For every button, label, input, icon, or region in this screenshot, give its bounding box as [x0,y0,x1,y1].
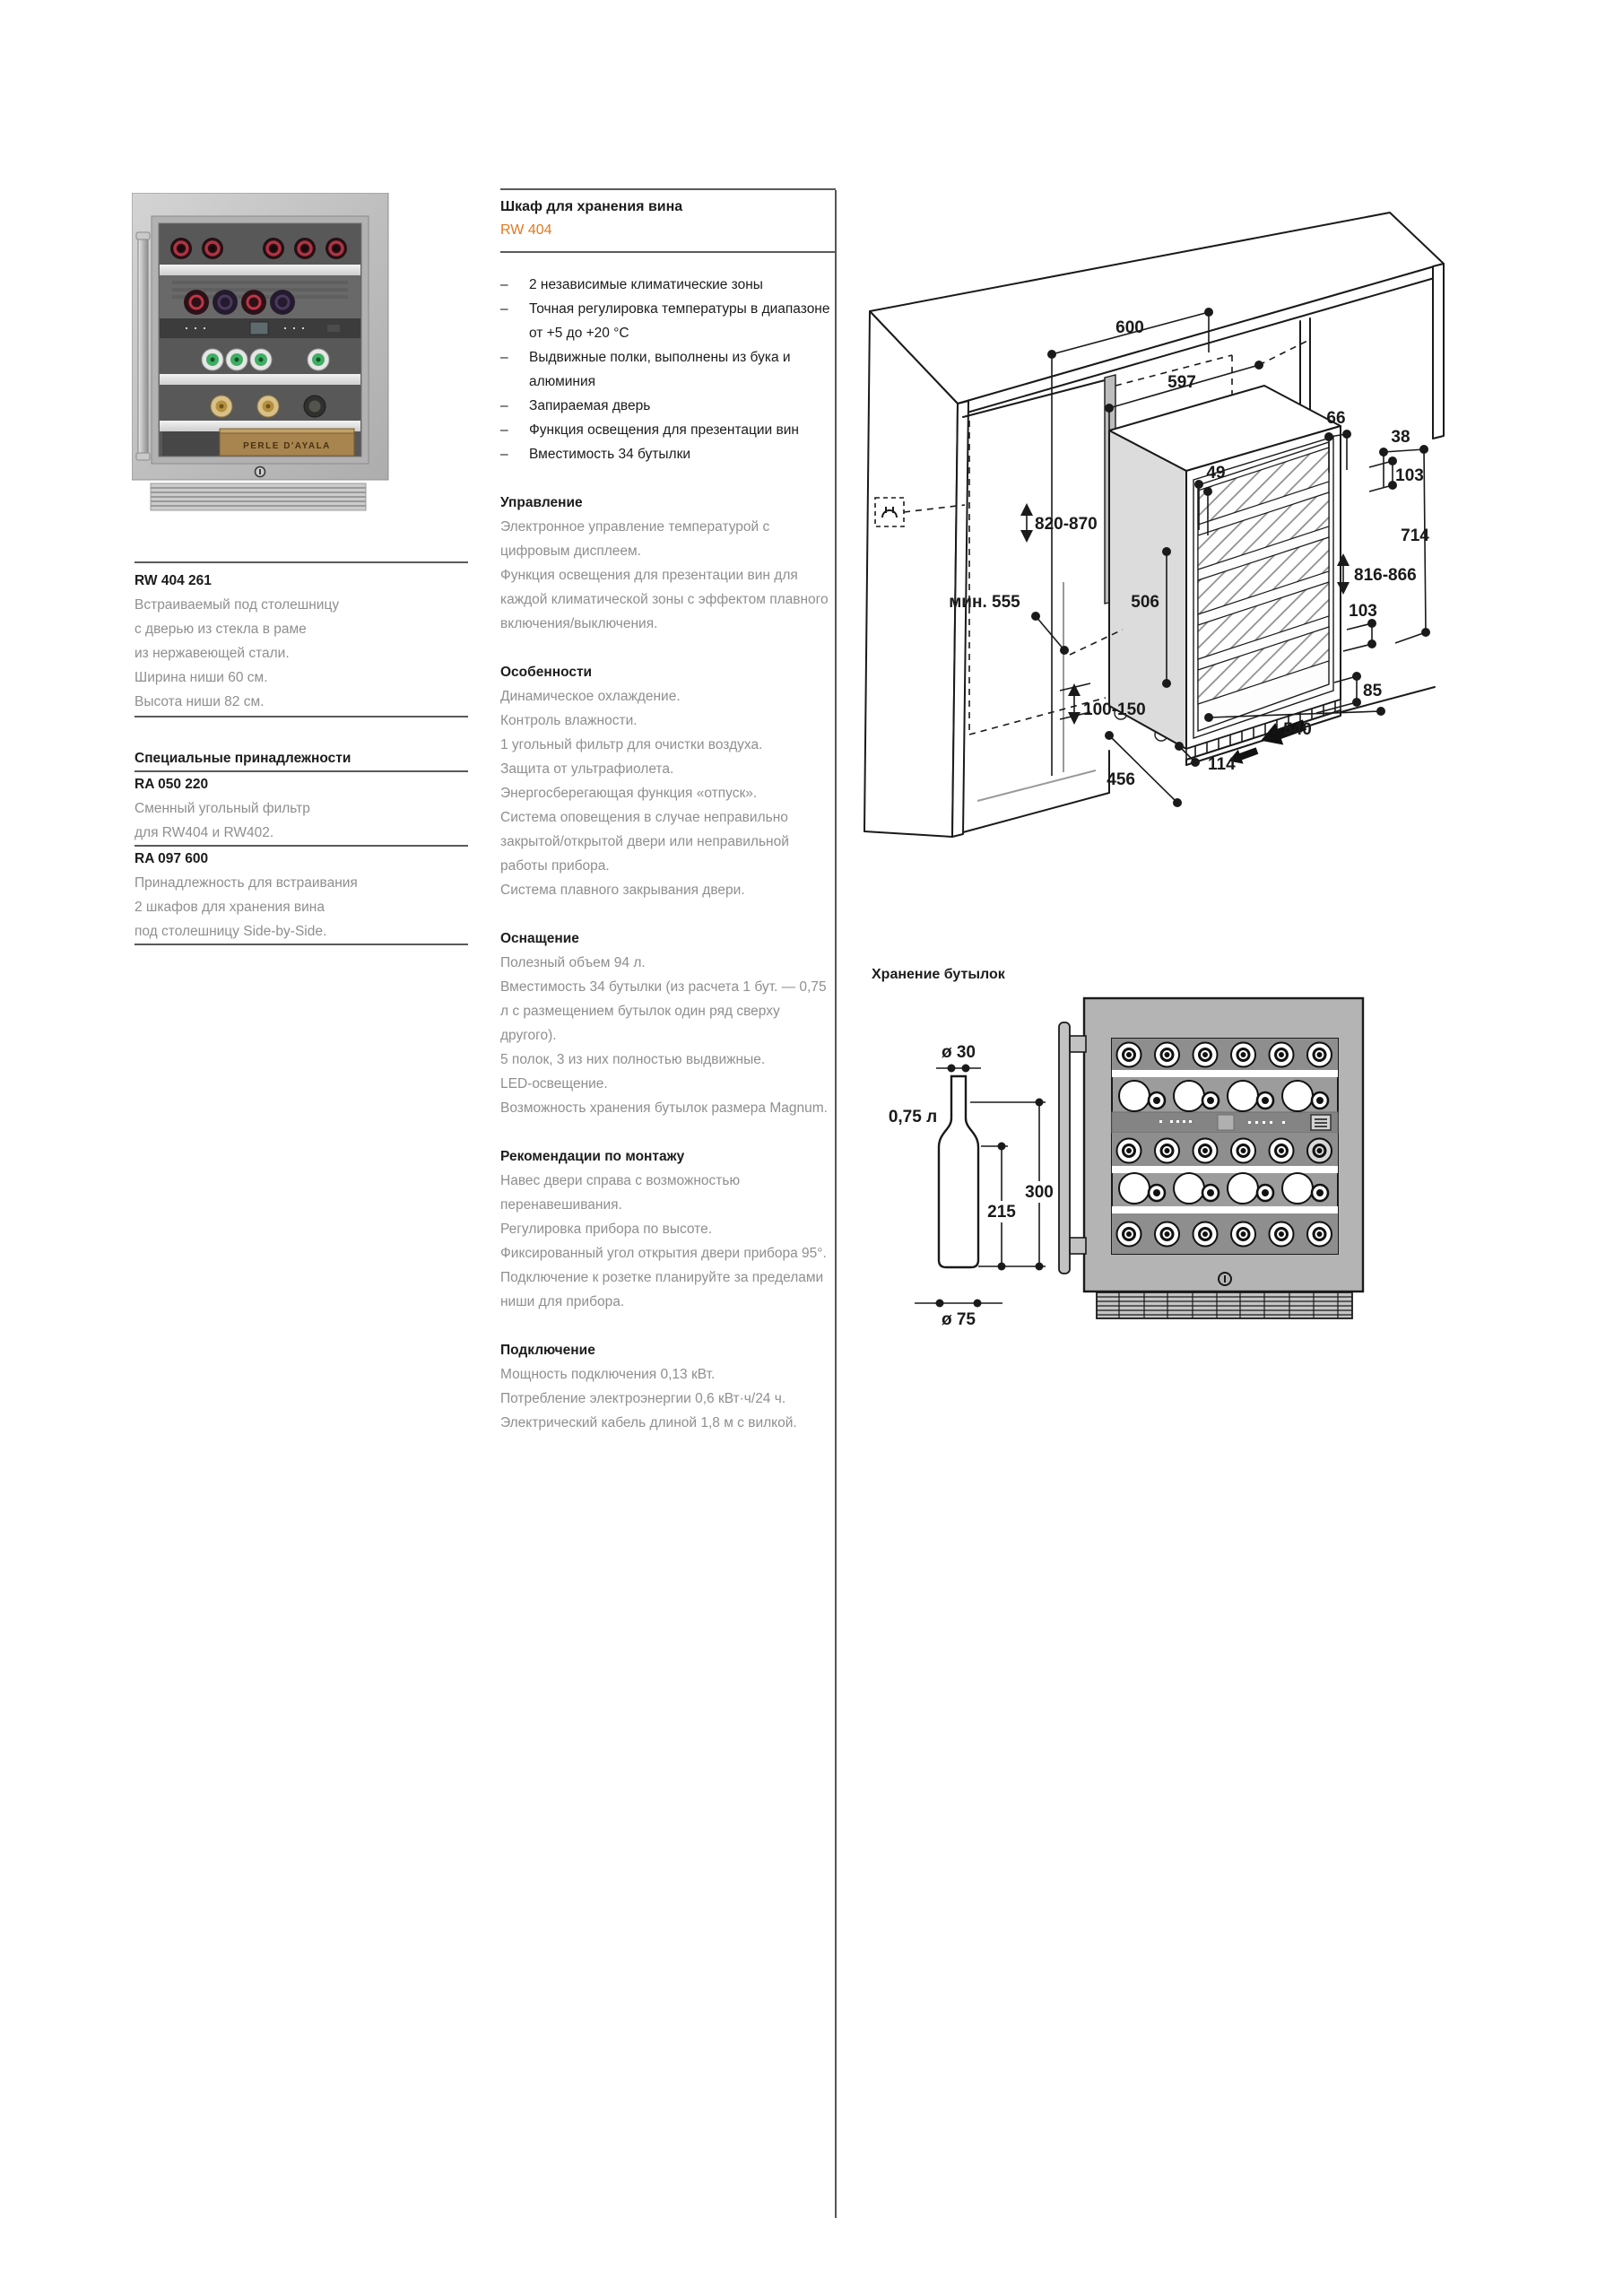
section-line: Электронное управление температурой с цифровым дисплеем. [500,519,770,559]
section-line: Полезный объем 94 л. [500,955,646,970]
dim-bottom-clearance: 103 [1349,602,1377,621]
feature-text: Запираемая дверь [529,398,651,413]
section-equipment [500,926,836,1120]
bottle-row-gold [211,396,325,417]
section-line: Возможность хранения бутылок размера Magnum. [500,1100,828,1116]
section-heading: Управление [500,495,583,510]
product-description-line: Ширина ниши 60 см. [135,670,268,685]
dim-niche-height [1020,503,1098,543]
menu-icon [1311,1115,1331,1130]
bullet-dash: – [500,422,508,438]
section-line: Система оповещения в случае неправильно закрытой/открытой двери или неправильной работы прибора. [500,810,789,874]
section-line: Регулировка прибора по высоте. [500,1222,713,1237]
bottle-diagram [889,1043,1054,1329]
cabinet-interior [160,224,360,456]
dim-base-diameter: ø 75 [941,1310,976,1329]
dim-gap-back: 38 [1391,428,1410,447]
product-description-line: Встраиваемый под столешницу [135,597,340,613]
accessory-description-line: 2 шкафов для хранения вина [135,900,325,915]
section-line: Мощность подключения 0,13 кВт. [500,1367,716,1382]
section-line: Энергосберегающая функция «отпуск». [500,786,758,801]
shelf [160,265,360,275]
svg-text:816-866: 816-866 [1354,566,1417,585]
section-heading: Рекомендации по монтажу [500,1149,685,1164]
product-description-line: Высота ниши 82 см. [135,694,265,709]
feature-item [500,394,836,418]
column-divider [835,190,837,2218]
dim-volume: 0,75 л [888,1108,938,1126]
feature-text: Точная регулировка температуры в диапазоне от +5 до +20 °C [529,301,830,341]
dim-unit-height [1337,553,1417,595]
dim-foot-85: 85 [1363,682,1383,700]
dim-depth-456: 456 [1107,770,1135,789]
bullet-dash: – [500,277,508,292]
wine-box-label: PERLE D'AYALA [243,441,331,451]
section-line: Защита от ультрафиолета. [500,761,674,777]
section-line: Навес двери справа с возможностью перенавешивания. [500,1173,741,1213]
accessory-description-line: для RW404 и RW402. [135,825,274,840]
wine-cabinet-photo [132,193,392,516]
section-line: Потребление электроэнергии 0,6 кВт·ч/24 ч. [500,1391,786,1406]
lock-icon [256,467,265,477]
section-installation [500,1144,836,1314]
section-line: Вместимость 34 бутылки (из расчета 1 бут. — 0,75 л с размещением бутылок один ряд сверху другого). [500,979,827,1043]
dim-depth-114: 114 [1208,755,1236,774]
bullet-dash: – [500,350,508,365]
product-code: RW 404 261 [135,573,212,588]
dim-gap-49: 49 [1206,464,1226,483]
dim-neck-diameter: ø 30 [941,1043,976,1062]
divider-rule [135,944,468,945]
section-line: Фиксированный угол открытия двери прибора 95°. [500,1246,827,1261]
feature-item [500,273,836,297]
feature-text: Вместимость 34 бутылки [529,447,691,462]
accessory-description-line: Принадлежность для встраивания [135,875,358,891]
left-column [135,561,468,945]
feature-item [500,418,836,442]
feature-item [500,442,836,466]
feature-text: Выдвижные полки, выполнены из бука и алюминия [529,350,791,389]
bullet-dash: – [500,301,508,317]
product-description-line: с дверью из стекла в раме [135,622,307,637]
section-heading: Подключение [500,1343,595,1358]
section-line: Контроль влажности. [500,713,638,728]
dim-depth-714: 714 [1401,526,1429,545]
feature-list [500,273,836,466]
section-line: Система плавного закрывания двери. [500,883,745,898]
page-title: Шкаф для хранения вина [500,199,683,214]
dim-body-height: 215 [987,1203,1016,1222]
dim-top-clearance: 103 [1395,466,1424,485]
dim-min-depth: мин. 555 [949,593,1020,612]
accessory-code: RA 097 600 [135,851,209,866]
dim-total-height: 300 [1025,1183,1054,1202]
wine-box [220,429,354,456]
bottle-storage-heading: Хранение бутылок [872,967,1005,982]
accessory-code: RA 050 220 [135,777,209,792]
section-line: Динамическое охлаждение. [500,689,681,704]
feature-text: 2 независимые климатические зоны [529,277,763,292]
main-column [500,188,836,1435]
bottle-outline [939,1076,978,1267]
dim-unit-width: 597 [1167,373,1196,392]
feature-text: Функция освещения для презентации вин [529,422,799,438]
feature-item [500,297,836,345]
product-photo [132,193,392,516]
svg-text:820-870: 820-870 [1035,515,1098,534]
shelf [160,374,360,385]
section-line: Подключение к розетке планируйте за пределами ниши для прибора. [500,1270,824,1309]
dim-height-506: 506 [1131,593,1159,612]
dim-width-540: 540 [1283,720,1312,739]
door-handle [138,232,148,460]
bottle-storage-drawing [861,991,1367,1350]
door-handle [1059,1022,1086,1274]
bullet-dash: – [500,398,508,413]
section-line: 5 полок, 3 из них полностью выдвижные. [500,1052,766,1067]
installation-drawing [852,202,1462,861]
section-line: LED-освещение. [500,1076,608,1091]
section-line: Функция освещения для презентации вин для каждой климатической зоны с эффектом плавного включения/выключения. [500,568,829,631]
section-heading: Особенности [500,665,593,680]
vent-grille [1097,1292,1352,1318]
accessory-description-line: под столешницу Side-by-Side. [135,924,327,939]
cabinet-front-view [1059,998,1363,1318]
section-features [500,660,836,902]
model-number: RW 404 [500,222,552,238]
section-connection [500,1338,836,1435]
product-description-line: из нержавеющей стали. [135,646,290,661]
dim-niche-width: 600 [1115,318,1144,337]
dim-gap-side: 66 [1326,409,1346,428]
svg-text:100-150: 100-150 [1083,700,1146,719]
section-line: Электрический кабель длиной 1,8 м с вилкой. [500,1415,797,1431]
bullet-dash: – [500,447,508,462]
section-heading: Оснащение [500,931,579,946]
accessory-description-line: Сменный угольный фильтр [135,801,310,816]
vent-grille [151,483,366,510]
section-line: 1 угольный фильтр для очистки воздуха. [500,737,763,752]
section-control [500,491,836,636]
feature-item [500,345,836,394]
accessories-heading: Специальные принадлежности [135,751,352,766]
divider-rule [500,251,836,253]
